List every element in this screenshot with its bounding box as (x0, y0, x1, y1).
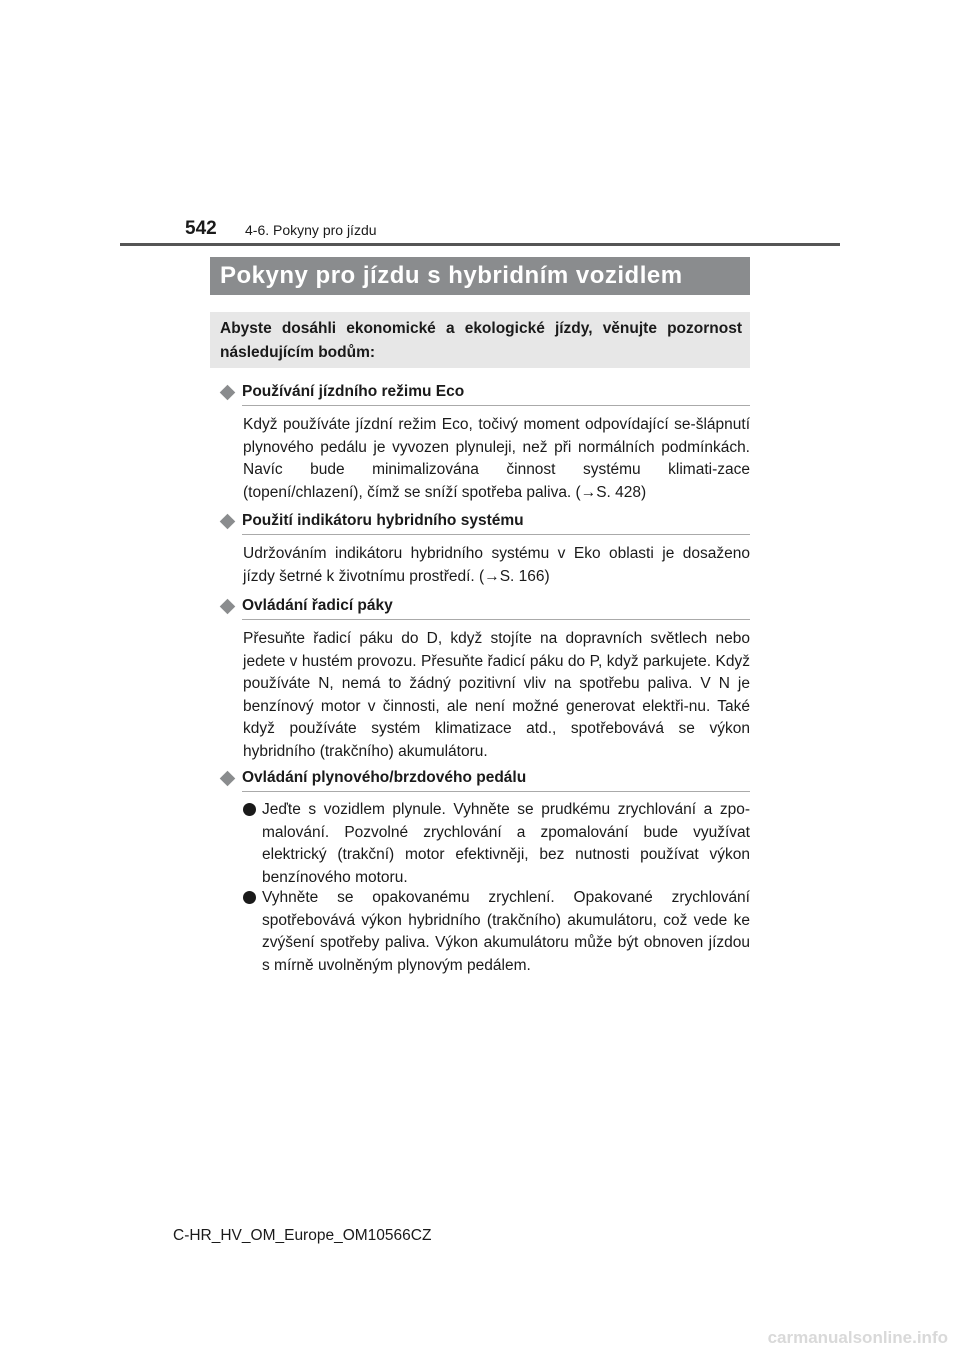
diamond-icon (220, 514, 236, 530)
bullet-text: Jeďte s vozidlem plynule. Vyhněte se prudkému zrychlování a zpo-malování. Pozvolné zrychlování a zpomalování bude využívat elektrický (trakční) motor efektivněji, bez nutnosti používat výkon benzínového motoru. (262, 801, 750, 886)
section-paragraph-eco-mode: Když používáte jízdní režim Eco, točivý moment odpovídající se-šlápnutí plynového pedálu je vyvozen plynuleji, než při normálních podmínkách. Navíc bude minimalizována činnost systému klimati-zace (topení/chlazení), čímž se sníží spotřeba paliva. (→S. 428) (243, 416, 750, 501)
heading-rule (242, 791, 750, 792)
section-paragraph-shift-lever: Přesuňte řadicí páku do D, když stojíte na dopravních světlech nebo jedete v hustém provozu. Přesuňte řadicí páku do P, když parkujete. Když používáte N, nemá to žádný pozitivní vliv na spotřebu paliva. V N je benzínový motor v činnosti, ale není možné generovat elektři-nu. Také když používáte systém klimatizace atd., spotřebovává se výkon hybridního (trakčního) akumulátoru. (243, 630, 750, 760)
heading-label: Ovládání plynového/brzdového pedálu (242, 769, 527, 786)
diamond-icon (220, 599, 236, 615)
section-heading-shift-lever (220, 597, 750, 619)
list-item (243, 799, 750, 889)
list-item (243, 887, 750, 977)
bullet-icon (243, 891, 256, 904)
section-heading-eco-mode (220, 383, 750, 405)
heading-rule (242, 619, 750, 620)
section-heading-hybrid-indicator (220, 512, 750, 534)
header-rule (120, 243, 840, 246)
document-footer: C-HR_HV_OM_Europe_OM10566CZ (173, 1227, 432, 1244)
page-number: 542 (185, 218, 217, 239)
section-reference: 4-6. Pokyny pro jízdu (245, 222, 377, 238)
diamond-icon (220, 385, 236, 401)
page-title: Pokyny pro jízdu s hybridním vozidlem (210, 257, 750, 295)
heading-label: Použití indikátoru hybridního systému (242, 512, 524, 529)
heading-label: Používání jízdního režimu Eco (242, 383, 465, 400)
diamond-icon (220, 771, 236, 787)
bullet-icon (243, 803, 256, 816)
heading-label: Ovládání řadicí páky (242, 597, 393, 614)
intro-box: Abyste dosáhli ekonomické a ekologické jízdy, věnujte pozornost následujícím bodům: (210, 312, 750, 368)
heading-rule (242, 405, 750, 406)
section-paragraph-hybrid-indicator: Udržováním indikátoru hybridního systému v Eko oblasti je dosaženo jízdy šetrné k životnímu prostředí. (→S. 166) (243, 545, 750, 585)
section-heading-pedals (220, 769, 750, 791)
heading-rule (242, 534, 750, 535)
bullet-text: Vyhněte se opakovanému zrychlení. Opakované zrychlování spotřebovává výkon hybridního (trakčního) akumulátoru, což vede ke zvýšení spotřeby paliva. Výkon akumulátoru může být obnoven jízdou s mírně uvolněným plynovým pedálem. (262, 889, 750, 974)
watermark-link[interactable]: carmanualsonline.info (767, 1328, 948, 1347)
